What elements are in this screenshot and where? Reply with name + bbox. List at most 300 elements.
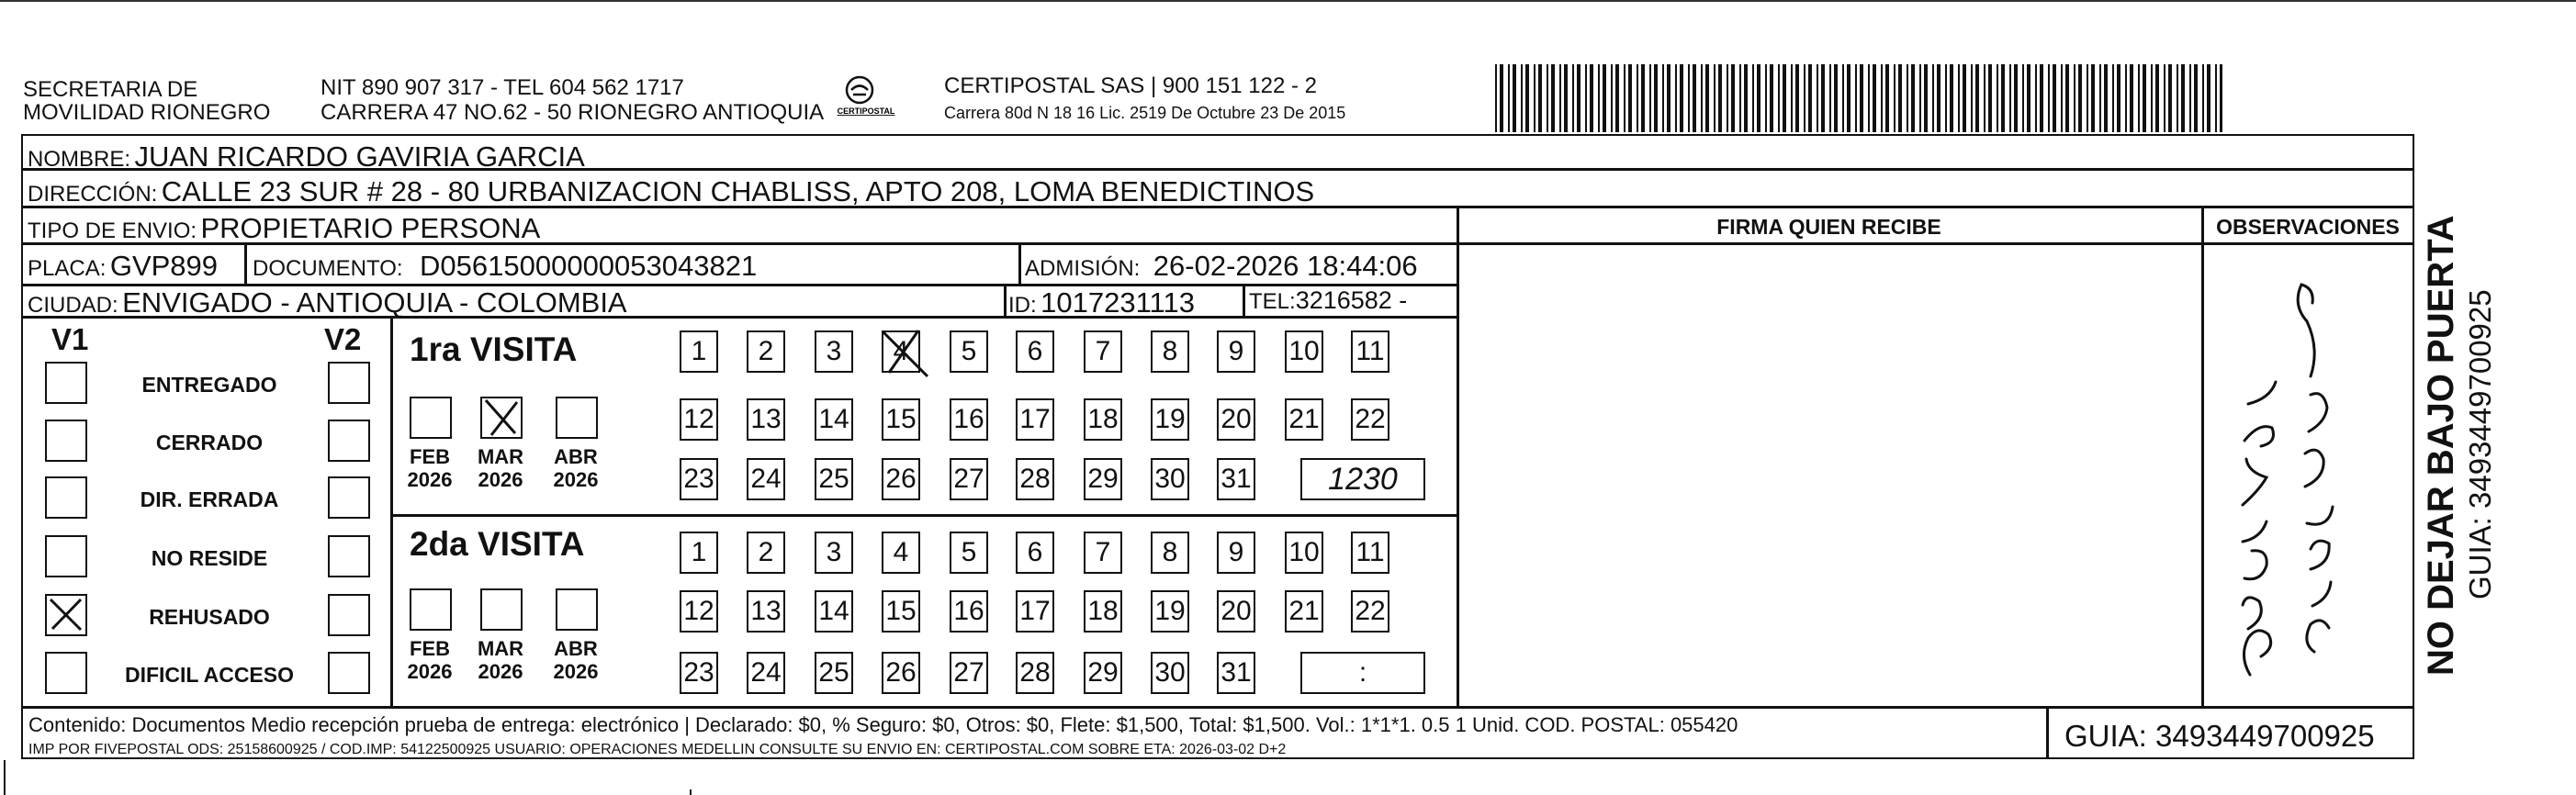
month-label: FEB 2026 [407, 445, 453, 492]
month-label: MAR 2026 [477, 445, 524, 492]
day-number: 1 [691, 336, 707, 366]
day-box[interactable] [1151, 590, 1189, 633]
day-box[interactable] [882, 330, 920, 373]
side-guia: GUIA: 3493449700925 [2463, 289, 2497, 599]
day-box[interactable] [1217, 458, 1255, 500]
barcode-bar [1919, 64, 1921, 132]
barcode-bar [1907, 64, 1908, 132]
barcode-bar [1731, 64, 1735, 132]
barcode-bar [2027, 64, 2030, 132]
footer-guia: GUIA: 3493449700925 [2064, 719, 2375, 753]
day-number: 28 [1019, 464, 1051, 494]
barcode-bar [2009, 64, 2011, 132]
day-number: 7 [1095, 537, 1111, 567]
barcode-bar [1662, 64, 1664, 132]
day-box[interactable] [680, 330, 718, 373]
barcode-bar [2138, 64, 2140, 132]
barcode-bar [1847, 64, 1850, 132]
barcode-bar [1508, 64, 1510, 132]
day-box[interactable] [1217, 590, 1255, 633]
doc-adm-sep [1018, 242, 1021, 285]
name-label: NOMBRE: [28, 147, 131, 172]
id-label: ID: [1008, 293, 1037, 318]
id-tel-sep [1243, 284, 1245, 317]
barcode-bar [1521, 64, 1523, 132]
admission-label: ADMISIÓN: [1025, 256, 1141, 281]
barcode-bar [2061, 64, 2063, 132]
day-box[interactable] [1151, 652, 1189, 694]
barcode-bar [2143, 64, 2146, 132]
signature-header: FIRMA QUIEN RECIBE [1716, 215, 1941, 239]
barcode-bar [2181, 64, 2185, 132]
barcode-bar [1997, 64, 1998, 132]
month-checkbox[interactable] [556, 397, 598, 439]
day-box[interactable] [815, 398, 853, 441]
time-box[interactable] [1300, 652, 1425, 694]
status-label: ENTREGADO [141, 373, 277, 397]
v1-checkbox[interactable] [45, 476, 87, 519]
day-number: 26 [885, 657, 917, 688]
license-line: Carrera 80d N 18 16 Lic. 2519 De Octubre 23 De 2015 [944, 104, 1346, 122]
day-number: 16 [953, 404, 984, 434]
barcode-bar [1963, 64, 1966, 132]
day-box[interactable] [1217, 330, 1255, 373]
barcode-bar [1572, 64, 1574, 132]
barcode-bar [1873, 64, 1876, 132]
day-number: 8 [1162, 537, 1178, 567]
barcode-bar [1500, 64, 1503, 132]
day-box[interactable] [1151, 458, 1189, 500]
day-number: 1 [691, 537, 707, 567]
day-box[interactable] [747, 532, 785, 574]
barcode-bar [1958, 64, 1960, 132]
barcode-bar [1534, 64, 1535, 132]
barcode-bar [1868, 64, 1870, 132]
day-number: 8 [1162, 336, 1178, 366]
day-box[interactable] [1084, 652, 1122, 694]
day-number: 29 [1087, 464, 1119, 494]
barcode-bar [1693, 64, 1696, 132]
barcode-bar [2112, 64, 2114, 132]
plate-label: PLACA: [28, 256, 107, 281]
day-box[interactable] [680, 398, 718, 441]
day-number: 17 [1019, 404, 1051, 434]
observations-header: OBSERVACIONES [2216, 215, 2400, 239]
day-number: 30 [1154, 464, 1186, 494]
barcode-bar [1675, 64, 1677, 132]
barcode-bar [2001, 64, 2005, 132]
day-number: 2 [758, 537, 774, 567]
day-number: 4 [893, 336, 909, 366]
day-number: 18 [1087, 596, 1119, 626]
day-number: 15 [885, 404, 917, 434]
barcode-bar [2130, 64, 2133, 132]
day-box[interactable] [1084, 458, 1122, 500]
day-number: 13 [750, 404, 782, 434]
day-number: 31 [1221, 657, 1252, 688]
month-checkbox[interactable] [410, 588, 452, 631]
day-box[interactable] [815, 652, 853, 694]
barcode-bar [1598, 64, 1600, 132]
barcode-bar [2091, 64, 2095, 132]
day-box[interactable] [882, 398, 920, 441]
col-sign-left [1457, 206, 1459, 707]
day-number: 14 [818, 404, 849, 434]
day-box[interactable] [815, 532, 853, 574]
barcode-bar [1945, 64, 1947, 132]
barcode-bar [2022, 64, 2024, 132]
month-label: ABR 2026 [553, 445, 599, 492]
day-number: 3 [826, 336, 842, 366]
day-number: 9 [1228, 537, 1244, 567]
doc-value: D05615000000053043821 [420, 250, 758, 282]
day-number: 24 [750, 464, 782, 494]
barcode-bar [1804, 64, 1805, 132]
day-number: 27 [953, 657, 984, 688]
recipient-name: JUAN RICARDO GAVIRIA GARCIA [134, 140, 585, 173]
day-number: 14 [818, 596, 849, 626]
day-box[interactable] [1217, 398, 1255, 441]
day-box[interactable] [1016, 458, 1054, 500]
time-value: 1230 [1328, 462, 1398, 497]
status-label: DIR. ERRADA [140, 487, 279, 511]
day-number: 5 [961, 537, 977, 567]
barcode-bar [1971, 64, 1973, 132]
barcode-bar [1551, 64, 1555, 132]
type-label: TIPO DE ENVIO: [28, 218, 197, 243]
barcode-bar [2014, 64, 2018, 132]
certipostal-logo [834, 73, 898, 125]
admission-value: 26-02-2026 18:44:06 [1153, 250, 1418, 282]
barcode-bar [1765, 64, 1767, 132]
barcode-bar [2117, 64, 2120, 132]
day-box[interactable] [1016, 652, 1054, 694]
barcode-bar [1885, 64, 1889, 132]
row-line-footer [21, 706, 2414, 709]
day-box[interactable] [1084, 330, 1122, 373]
day-number: 29 [1087, 657, 1119, 688]
month-checkbox[interactable] [556, 588, 598, 631]
day-number: 11 [1355, 537, 1385, 567]
barcode-bar [1988, 64, 1992, 132]
recipient-address: CALLE 23 SUR # 28 - 80 URBANIZACION CHABLISS, APTO 208, LOMA BENEDICTINOS [161, 175, 1315, 207]
scan-edge-left [4, 760, 6, 795]
day-box[interactable] [1151, 330, 1189, 373]
day-box[interactable] [815, 590, 853, 633]
barcode-bar [1688, 64, 1690, 132]
day-number: 6 [1027, 336, 1043, 366]
month-label: FEB 2026 [407, 637, 453, 684]
barcode-bar [1752, 64, 1754, 132]
day-number: 11 [1355, 336, 1385, 366]
barcode-bar [1834, 64, 1838, 132]
barcode-bar [2035, 64, 2037, 132]
v1-checkbox[interactable] [45, 420, 87, 462]
barcode-bar [1714, 64, 1715, 132]
barcode-bar [1559, 64, 1561, 132]
day-number: 22 [1355, 596, 1386, 626]
day-box[interactable] [1016, 532, 1054, 574]
status-label: CERRADO [155, 431, 264, 454]
barcode-bar [1649, 64, 1651, 132]
doc-label: DOCUMENTO: [253, 256, 403, 281]
barcode-bar [2087, 64, 2088, 132]
v1-checkbox[interactable] [45, 594, 87, 636]
side-warning: NO DEJAR BAJO PUERTA [2421, 215, 2461, 676]
day-number: 24 [750, 657, 782, 688]
visits-mid-line [390, 514, 1457, 517]
v1-header: V1 [51, 322, 89, 356]
day-box[interactable] [815, 330, 853, 373]
barcode-bar [2220, 64, 2222, 132]
barcode-bar [1950, 64, 1953, 132]
v2-checkbox[interactable] [328, 535, 370, 577]
city-id-sep [1004, 284, 1007, 317]
barcode-bar [1624, 64, 1625, 132]
barcode-bar [2053, 64, 2056, 132]
barcode-bar [2168, 64, 2172, 132]
barcode-bar [2164, 64, 2165, 132]
footer-guia-sep [2046, 706, 2049, 759]
day-number: 27 [953, 464, 984, 494]
day-number: 12 [683, 596, 714, 626]
day-box[interactable] [1016, 398, 1054, 441]
contents-line: Contenido: Documentos Medio recepción prueba de entrega: electrónico | Declarado: $0, % Seguro: $0, Otros: $0, Flete: $1,500, Total: $1,500. Vol.: 1*1*1. 0.5 1 Unid. COD. POSTAL: 055420 [28, 713, 1738, 736]
day-box[interactable] [950, 330, 988, 373]
day-box[interactable] [1084, 590, 1122, 633]
day-box[interactable] [882, 532, 920, 574]
day-box[interactable] [1084, 532, 1122, 574]
barcode-bar [2177, 64, 2178, 132]
barcode-bar [1791, 64, 1793, 132]
time-value: : [1358, 657, 1367, 688]
month-label: MAR 2026 [477, 637, 524, 684]
day-number: 3 [826, 537, 842, 567]
barcode-bar [1821, 64, 1825, 132]
status-label: REHUSADO [149, 605, 270, 629]
barcode-bar [1701, 64, 1703, 132]
col-obs-left [2201, 206, 2204, 707]
day-box[interactable] [882, 652, 920, 694]
v2-checkbox[interactable] [328, 362, 370, 404]
day-box[interactable] [950, 590, 988, 633]
barcode-bar [1924, 64, 1928, 132]
day-box[interactable] [680, 652, 718, 694]
day-box[interactable] [950, 532, 988, 574]
day-box[interactable] [1217, 652, 1255, 694]
day-number: 16 [953, 596, 984, 626]
day-box[interactable] [1351, 398, 1389, 441]
day-number: 21 [1288, 596, 1320, 626]
v1-checkbox[interactable] [45, 362, 87, 404]
org-line-1: SECRETARIA DE [23, 77, 198, 102]
v1-checkbox[interactable] [45, 535, 87, 577]
barcode-bar [2189, 64, 2191, 132]
address-line: CARRERA 47 NO.62 - 50 RIONEGRO ANTIOQUIA [321, 100, 825, 125]
day-number: 22 [1355, 404, 1386, 434]
day-box[interactable] [747, 458, 785, 500]
day-box[interactable] [950, 652, 988, 694]
day-box[interactable] [1016, 590, 1054, 633]
day-number: 31 [1221, 464, 1252, 494]
day-number: 25 [818, 657, 849, 688]
shipment-type: PROPIETARIO PERSONA [200, 212, 541, 244]
barcode-bar [1680, 64, 1683, 132]
month-checkbox[interactable] [480, 588, 523, 631]
barcode-bar [1615, 64, 1619, 132]
barcode-bar [2151, 64, 2153, 132]
v1-checkbox[interactable] [45, 652, 87, 694]
day-number: 15 [885, 596, 917, 626]
handwritten-signature [2222, 266, 2360, 689]
day-box[interactable] [680, 590, 718, 633]
day-number: 23 [683, 657, 714, 688]
day-box[interactable] [1217, 532, 1255, 574]
v2-checkbox[interactable] [328, 476, 370, 519]
address-label: DIRECCIÓN: [28, 182, 158, 207]
barcode-bar [1495, 64, 1497, 132]
barcode-bar [2078, 64, 2082, 132]
barcode-bar [1783, 64, 1786, 132]
barcode-bar [1770, 64, 1773, 132]
day-box[interactable] [1285, 590, 1323, 633]
barcode-bar [1744, 64, 1748, 132]
barcode-bar [2194, 64, 2198, 132]
day-number: 18 [1087, 404, 1119, 434]
barcode-bar [1898, 64, 1902, 132]
day-box[interactable] [1016, 330, 1054, 373]
day-number: 4 [893, 537, 909, 567]
barcode-bar [1705, 64, 1709, 132]
barcode-bar [1641, 64, 1645, 132]
barcode-bar [1757, 64, 1760, 132]
barcode-bar [1829, 64, 1831, 132]
barcode-bar [1590, 64, 1593, 132]
month-label: ABR 2026 [553, 637, 599, 684]
day-box[interactable] [1285, 330, 1323, 373]
v2-checkbox[interactable] [328, 652, 370, 694]
day-number: 28 [1019, 657, 1051, 688]
barcode-bar [1860, 64, 1863, 132]
v2-checkbox[interactable] [328, 594, 370, 636]
day-box[interactable] [1285, 398, 1323, 441]
barcode-bar [1842, 64, 1844, 132]
day-number: 9 [1228, 336, 1244, 366]
barcode-bar [1611, 64, 1613, 132]
status-label: DIFICIL ACCESO [124, 663, 294, 687]
barcode [1495, 64, 2222, 132]
barcode-bar [1739, 64, 1741, 132]
day-box[interactable] [680, 532, 718, 574]
day-number: 10 [1288, 336, 1320, 366]
day-box[interactable] [815, 458, 853, 500]
barcode-bar [1577, 64, 1580, 132]
day-box[interactable] [747, 330, 785, 373]
day-box[interactable] [1351, 330, 1389, 373]
scan-edge-top [0, 0, 2576, 2]
scan-edge-left-2 [690, 789, 692, 795]
barcode-bar [1637, 64, 1638, 132]
plate-value: GVP899 [109, 250, 219, 282]
day-number: 23 [683, 464, 714, 494]
day-box[interactable] [882, 458, 920, 500]
day-number: 20 [1221, 404, 1252, 434]
day-number: 20 [1221, 596, 1252, 626]
plate-doc-sep [244, 242, 247, 285]
first-visit-title: 1ra VISITA [410, 330, 578, 368]
day-box[interactable] [747, 398, 785, 441]
day-box[interactable] [1084, 398, 1122, 441]
barcode-bar [1547, 64, 1548, 132]
day-box[interactable] [1351, 532, 1389, 574]
barcode-bar [1937, 64, 1940, 132]
day-number: 21 [1288, 404, 1320, 434]
day-box[interactable] [747, 652, 785, 694]
company-line: CERTIPOSTAL SAS | 900 151 122 - 2 [944, 73, 1317, 98]
logo-text: CERTIPOSTAL [837, 106, 895, 116]
barcode-bar [1894, 64, 1895, 132]
barcode-bar [1795, 64, 1799, 132]
time-box[interactable] [1300, 458, 1425, 500]
barcode-bar [1603, 64, 1606, 132]
month-checkbox[interactable] [480, 397, 523, 439]
day-box[interactable] [1285, 532, 1323, 574]
v2-checkbox[interactable] [328, 420, 370, 462]
tel-label: TEL: [1249, 289, 1296, 314]
v2-header: V2 [324, 322, 362, 356]
day-box[interactable] [747, 590, 785, 633]
city-value: ENVIGADO - ANTIOQUIA - COLOMBIA [122, 286, 627, 319]
day-box[interactable] [1151, 532, 1189, 574]
barcode-bar [1727, 64, 1728, 132]
barcode-bar [1667, 64, 1670, 132]
month-checkbox[interactable] [410, 397, 452, 439]
tel-value: 3216582 - [1295, 286, 1408, 314]
barcode-bar [2215, 64, 2217, 132]
nit-line: NIT 890 907 317 - TEL 604 562 1717 [321, 75, 684, 100]
day-box[interactable] [1151, 398, 1189, 441]
day-number: 7 [1095, 336, 1111, 366]
barcode-bar [1525, 64, 1529, 132]
barcode-bar [2040, 64, 2043, 132]
day-box[interactable] [680, 458, 718, 500]
barcode-bar [1718, 64, 1722, 132]
barcode-bar [2202, 64, 2204, 132]
barcode-bar [2207, 64, 2210, 132]
day-number: 13 [750, 596, 782, 626]
day-box[interactable] [1351, 590, 1389, 633]
barcode-bar [1975, 64, 1979, 132]
barcode-bar [2099, 64, 2101, 132]
barcode-bar [1628, 64, 1632, 132]
day-box[interactable] [950, 458, 988, 500]
barcode-bar [2074, 64, 2075, 132]
barcode-bar [1513, 64, 1516, 132]
day-box[interactable] [882, 590, 920, 633]
barcode-bar [2155, 64, 2159, 132]
barcode-bar [1932, 64, 1934, 132]
day-number: 12 [683, 404, 714, 434]
day-number: 5 [961, 336, 977, 366]
sign-header-line [1457, 242, 2414, 245]
barcode-bar [1564, 64, 1568, 132]
print-line: IMP POR FIVEPOSTAL ODS: 25158600925 / COD.IMP: 54122500925 USUARIO: OPERACIONES MEDELLIN CONSULTE SU ENVIO EN: CERTIPOSTAL.COM SOBRE ETA: 2026-03-02 D+2 [28, 742, 1287, 757]
barcode-bar [1911, 64, 1915, 132]
barcode-bar [2065, 64, 2069, 132]
day-box[interactable] [950, 398, 988, 441]
day-number: 25 [818, 464, 849, 494]
barcode-bar [1778, 64, 1780, 132]
